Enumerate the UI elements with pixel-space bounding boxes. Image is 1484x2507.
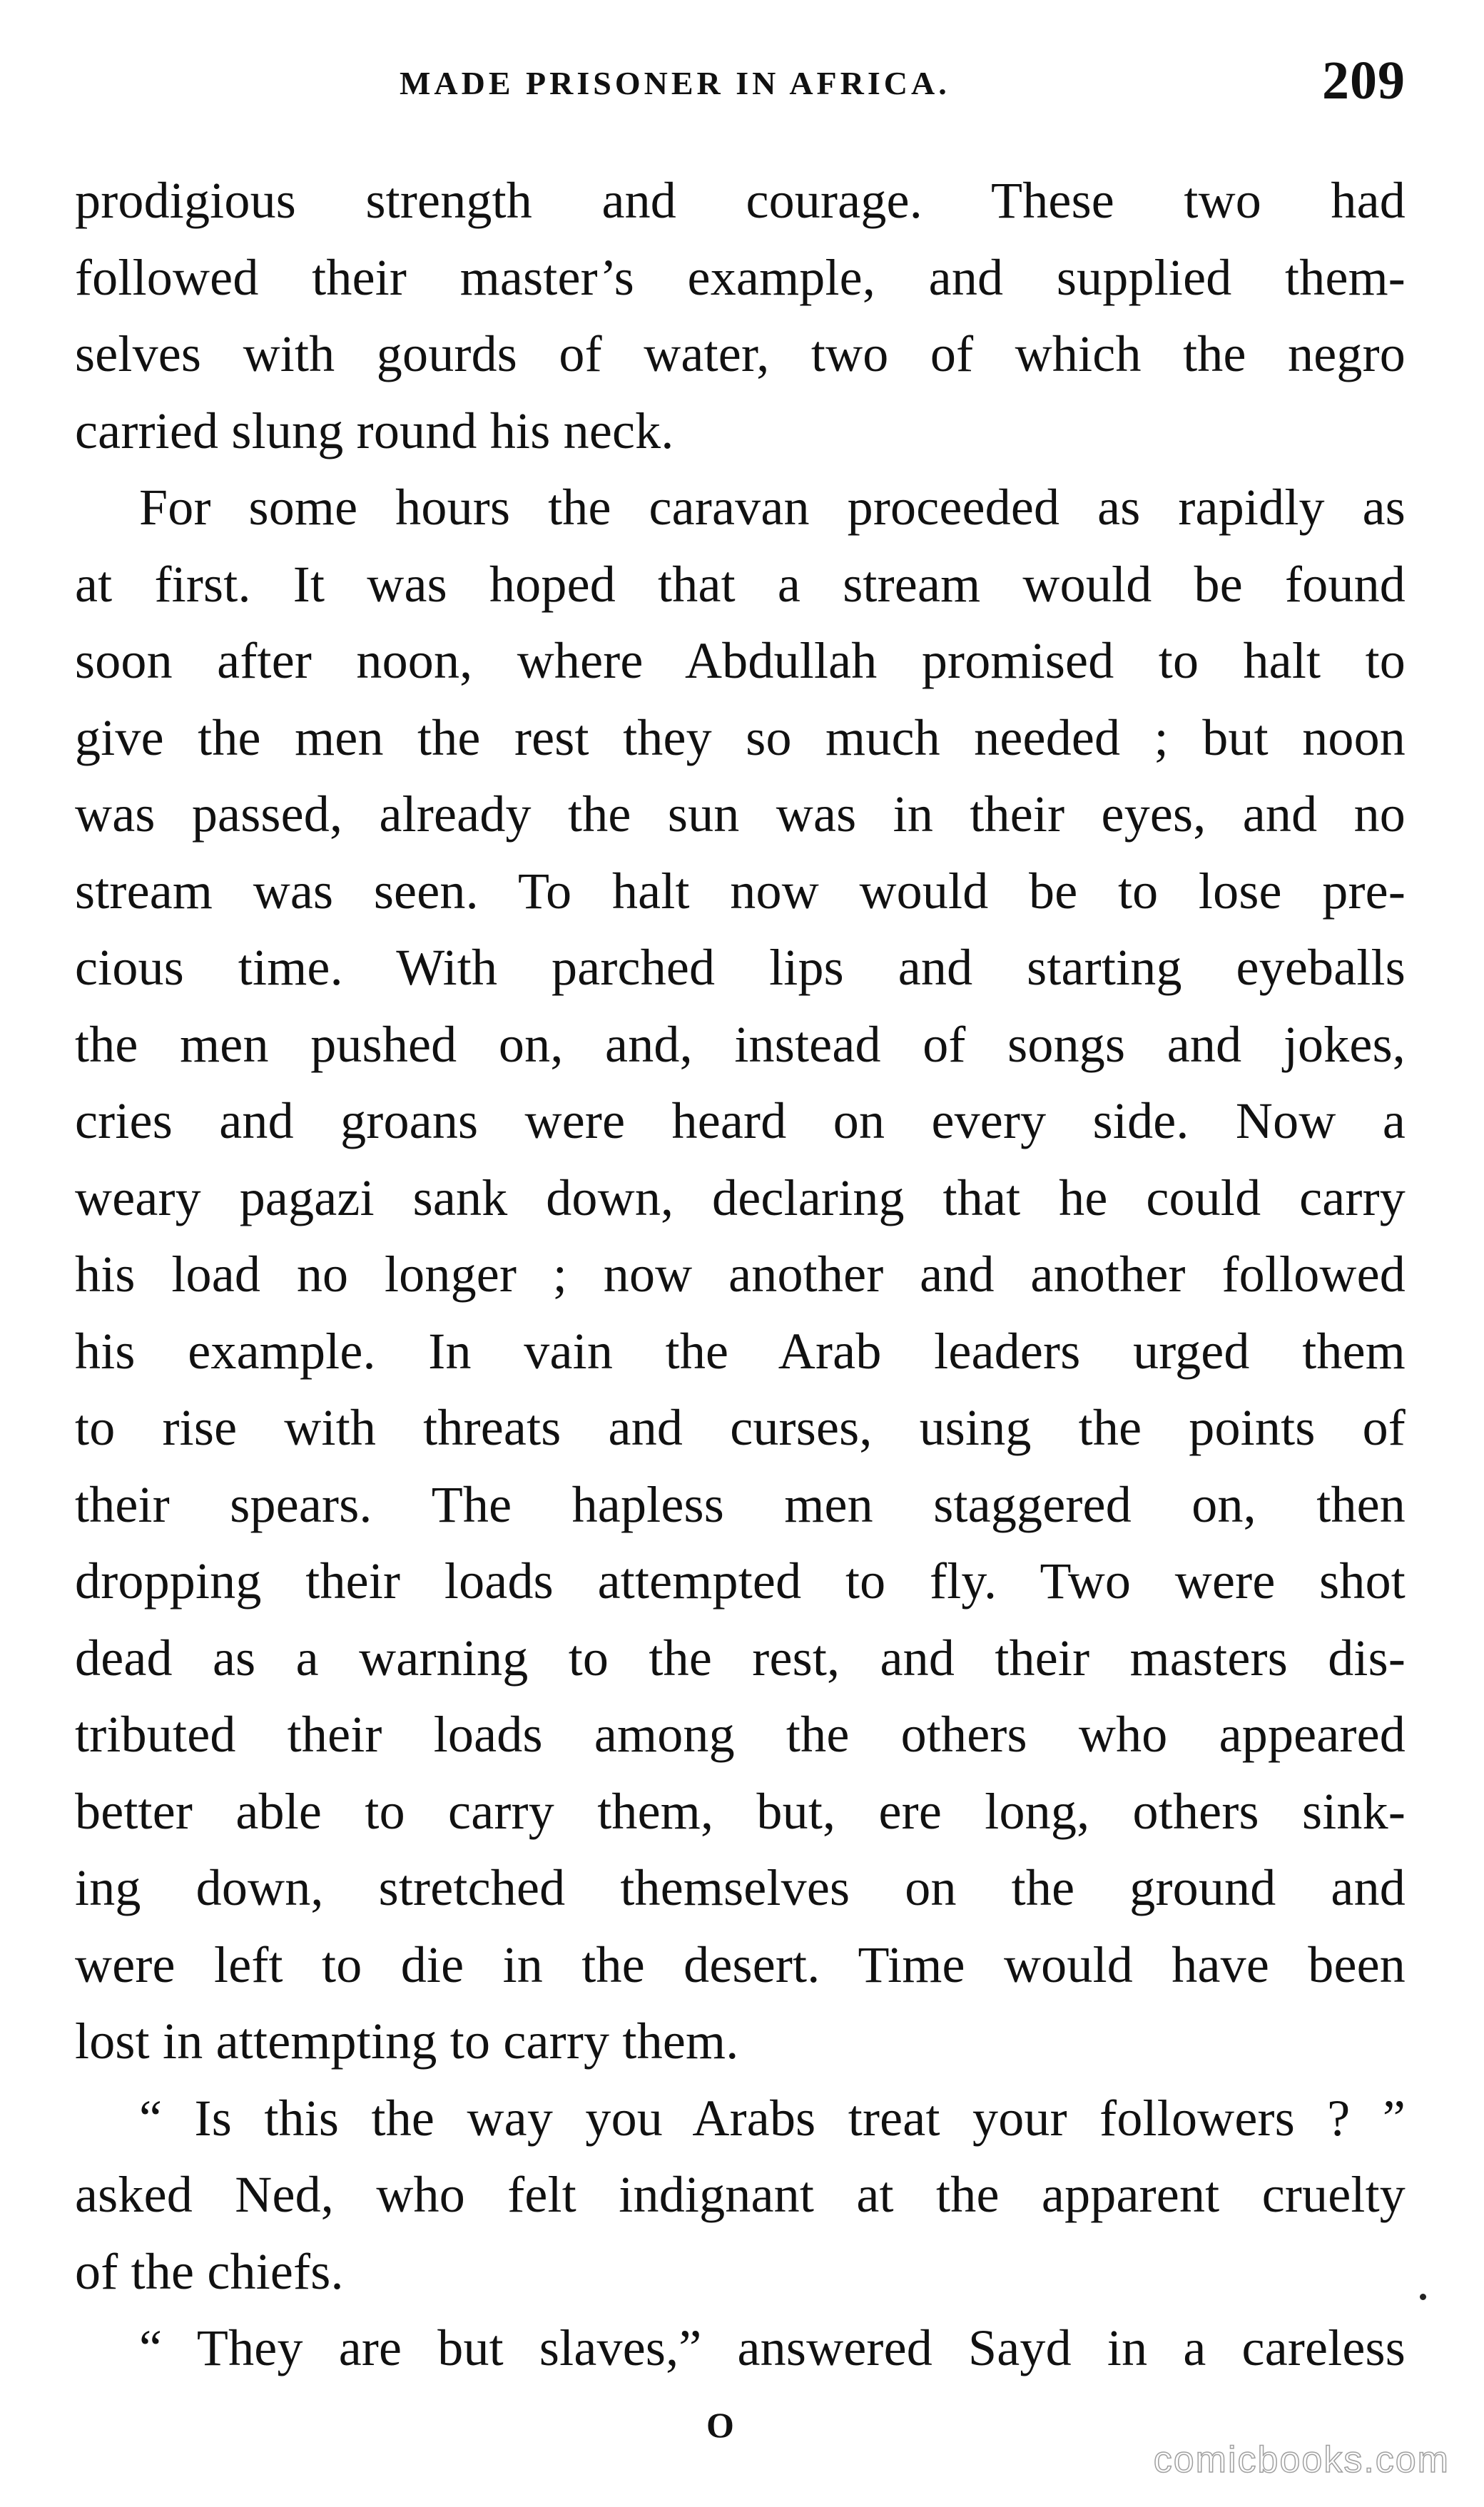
- text-line: carried slung round his neck.: [75, 402, 674, 459]
- text-line: their spears. The hapless men staggered on, then: [75, 1475, 1406, 1533]
- text-line: dead as a warning to the rest, and their masters dis-: [75, 1629, 1406, 1687]
- text-line: were left to die in the desert. Time would have been: [75, 1936, 1406, 1993]
- text-line: For some hours the caravan proceeded as rapidly as: [139, 479, 1406, 536]
- signature-mark: O: [706, 2405, 734, 2445]
- text-line: better able to carry them, but, ere long, others sink-: [75, 1782, 1406, 1840]
- watermark: comicbooks.com: [1153, 2439, 1450, 2481]
- text-line: soon after noon, where Abdullah promised to halt to: [75, 632, 1406, 689]
- ink-speck: [1420, 2294, 1426, 2300]
- text-line: dropping their loads attempted to fly. Two were shot: [75, 1552, 1406, 1610]
- text-line: was passed, already the sun was in their eyes, and no: [75, 785, 1406, 843]
- running-title: MADE PRISONER IN AFRICA.: [400, 65, 950, 101]
- text-line: at first. It was hoped that a stream would be found: [75, 555, 1406, 613]
- text-line: followed their master’s example, and supplied them-: [75, 248, 1406, 306]
- text-line: stream was seen. To halt now would be to lose pre-: [75, 862, 1406, 920]
- text-line: his example. In vain the Arab leaders urged them: [75, 1322, 1406, 1380]
- text-line: cious time. With parched lips and starting eyeballs: [75, 939, 1406, 996]
- text-line: give the men the rest they so much needed ; but noon: [75, 708, 1406, 766]
- text-line: cries and groans were heard on every side. Now a: [75, 1092, 1406, 1149]
- text-line: asked Ned, who felt indignant at the apparent cruelty: [75, 2166, 1406, 2223]
- text-line: his load no longer ; now another and another followed: [75, 1246, 1406, 1303]
- text-line: of the chiefs.: [75, 2242, 344, 2300]
- text-line: ing down, stretched themselves on the ground and: [75, 1859, 1406, 1916]
- text-line: selves with gourds of water, two of which the negro: [75, 325, 1406, 382]
- page-number: 209: [1322, 51, 1406, 111]
- text-line: tributed their loads among the others who appeared: [75, 1706, 1406, 1763]
- body-text: [75, 163, 1406, 2387]
- text-line: to rise with threats and curses, using the points of: [75, 1399, 1406, 1456]
- text-line: prodigious strength and courage. These two had: [75, 172, 1406, 229]
- text-line: weary pagazi sank down, declaring that he could carry: [75, 1169, 1406, 1226]
- text-line: the men pushed on, and, instead of songs and jokes,: [75, 1015, 1406, 1073]
- text-line: lost in attempting to carry them.: [75, 2013, 739, 2070]
- text-line: “ They are but slaves,” answered Sayd in a careless: [139, 2319, 1406, 2376]
- running-header: [75, 50, 1406, 114]
- text-line: “ Is this the way you Arabs treat your followers ? ”: [139, 2089, 1406, 2147]
